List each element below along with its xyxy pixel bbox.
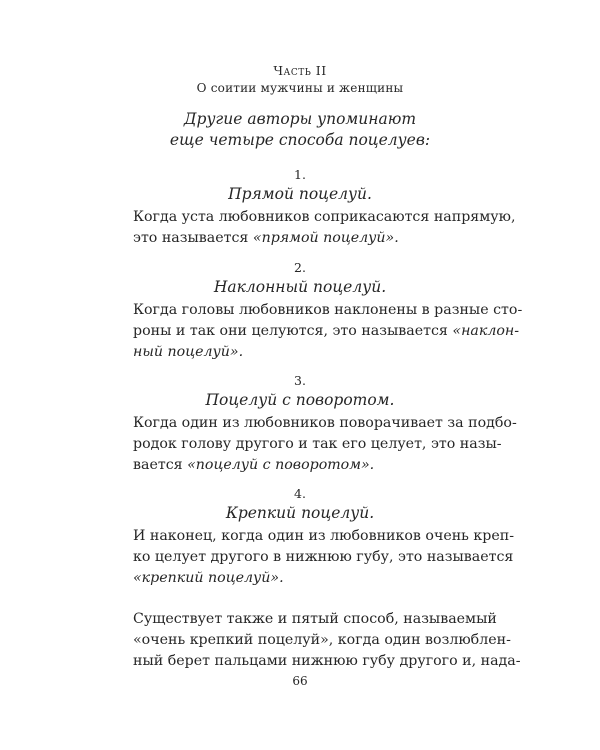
kiss-1-number: 1. [294, 167, 306, 182]
kiss-3-line-3: вается «поцелуй с поворотом». [133, 457, 375, 473]
kiss-2-line-1: Когда головы любовников наклонены в разные сто- [133, 302, 523, 318]
kiss-1-title: Прямой поцелуй. [228, 185, 372, 203]
closing-line-2: «очень крепкий поцелуй», когда один возлюблен- [133, 632, 511, 648]
kiss-1-line-2: это называется «прямой поцелуй». [133, 230, 399, 246]
kiss-2-line-3: ный поцелуй». [133, 344, 244, 360]
running-head-part [0, 63, 600, 78]
kiss-4-line-1: И наконец, когда один из любовников очень креп- [133, 528, 515, 544]
kiss-3-line-2: родок голову другого и так его целует, это назы- [133, 436, 502, 452]
running-head-subtitle: О соитии мужчины и женщины [196, 81, 404, 95]
kiss-3-number: 3. [294, 373, 306, 388]
kiss-4-line-3: «крепкий поцелуй». [133, 570, 284, 586]
part-label: Часть II [273, 63, 327, 78]
kiss-2-number: 2. [294, 260, 306, 275]
kiss-2-line-2: роны и так они целуются, это называется «наклон- [133, 323, 520, 339]
page-number: 66 [292, 674, 308, 688]
kiss-4-number: 4. [294, 486, 306, 501]
closing-line-1: Существует также и пятый способ, называемый [133, 611, 497, 627]
intro-line-2: еще четыре способа поцелуев: [169, 131, 431, 149]
closing-line-3: ный берет пальцами нижнюю губу другого и, нада- [133, 653, 521, 669]
kiss-3-title: Поцелуй с поворотом. [205, 391, 395, 409]
kiss-1-line-1: Когда уста любовников соприкасаются напрямую, [133, 209, 516, 225]
intro-line-1: Другие авторы упоминают [183, 110, 417, 128]
kiss-4-title: Крепкий поцелуй. [225, 504, 375, 522]
kiss-4-line-2: ко целует другого в нижнюю губу, это называется [133, 549, 514, 565]
kiss-3-line-1: Когда один из любовников поворачивает за подбо- [133, 415, 517, 431]
kiss-2-title: Наклонный поцелуй. [213, 278, 387, 296]
